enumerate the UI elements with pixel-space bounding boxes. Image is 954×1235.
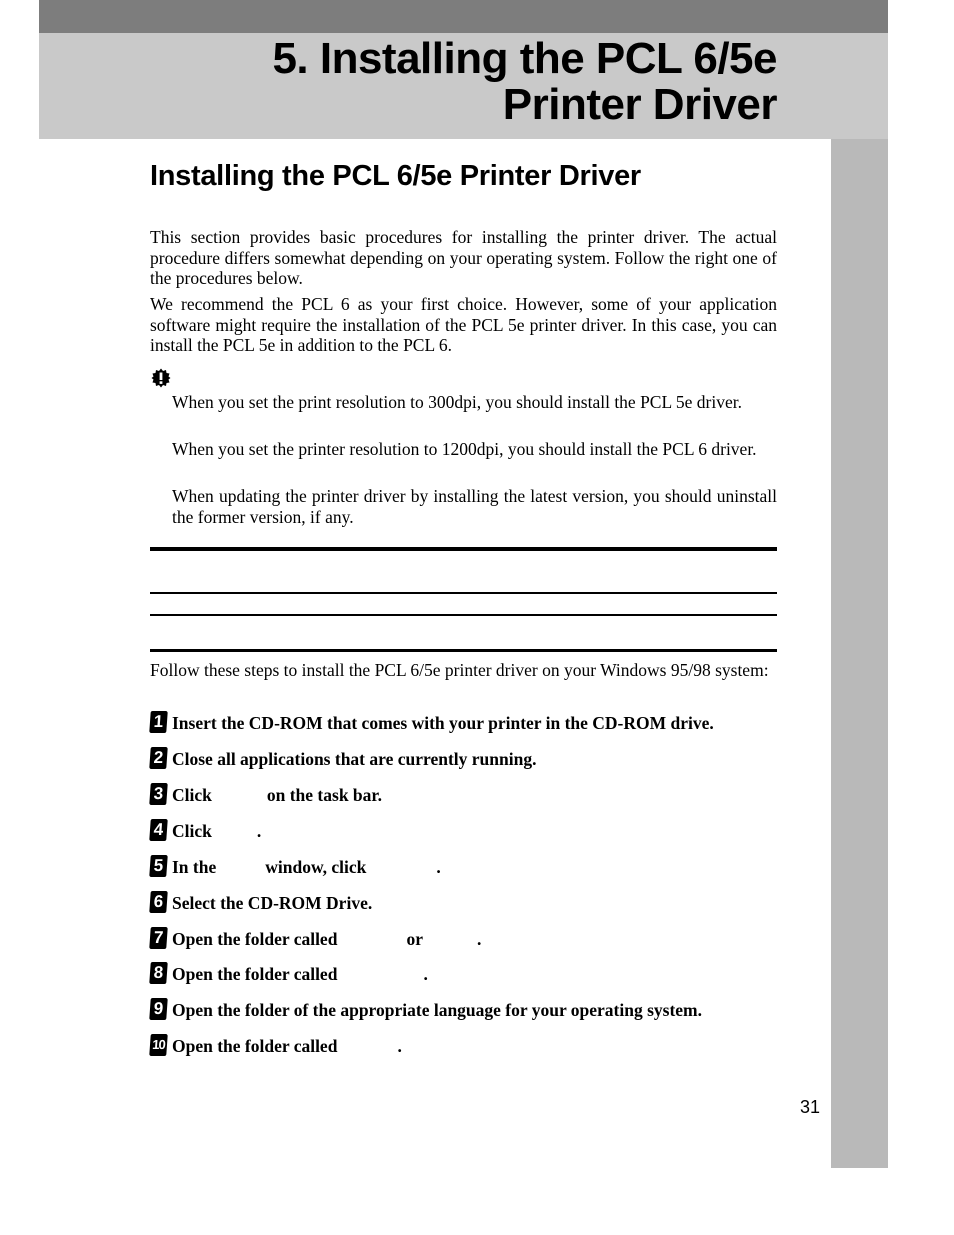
step-8 xyxy=(150,962,790,986)
section-rule xyxy=(150,614,777,616)
section-rule-heavy xyxy=(150,547,777,551)
step-number: 7 xyxy=(149,927,168,949)
step-number: 10 xyxy=(149,1034,168,1056)
step-10 xyxy=(150,1034,790,1058)
step-number: 3 xyxy=(149,783,168,805)
step-number: 4 xyxy=(149,819,168,841)
step-number: 5 xyxy=(149,855,168,877)
chapter-title xyxy=(272,36,777,128)
step-5 xyxy=(150,855,790,879)
step-text: In the window, click . xyxy=(172,857,441,877)
important-item: When you set the print resolution to 300dpi, you should install the PCL 5e driver. xyxy=(172,392,742,412)
step-text: Select the CD-ROM Drive. xyxy=(172,893,373,913)
chapter-title-line-1: 5. Installing the PCL 6/5e xyxy=(272,34,777,83)
important-item: When updating the printer driver by installing the latest version, you should uninstall the former version, if any. xyxy=(172,486,777,527)
important-item: When you set the printer resolution to 1200dpi, you should install the PCL 6 driver. xyxy=(172,439,757,459)
page-number: 31 xyxy=(800,1097,821,1117)
step-number: 1 xyxy=(149,711,168,733)
step-4 xyxy=(150,819,790,843)
side-thumb-bar xyxy=(831,139,888,1168)
step-text: Open the folder called or . xyxy=(172,929,482,949)
section-title: Installing the PCL 6/5e Printer Driver xyxy=(150,160,641,192)
step-7 xyxy=(150,927,790,951)
intro-paragraph-1: This section provides basic procedures for installing the printer driver. The actual procedure differs somewhat depending on your operating system. Follow the right one of the procedures below. xyxy=(150,227,777,288)
section-rule-heavy xyxy=(150,649,777,652)
step-number: 2 xyxy=(149,747,168,769)
step-9 xyxy=(150,998,790,1022)
step-3 xyxy=(150,783,790,807)
step-text: Insert the CD-ROM that comes with your printer in the CD-ROM drive. xyxy=(172,713,714,733)
step-text: Open the folder called . xyxy=(172,1036,402,1056)
step-text: Open the folder called . xyxy=(172,964,428,984)
section-rule xyxy=(150,592,777,594)
step-text: Click . xyxy=(172,821,262,841)
step-number: 8 xyxy=(149,962,168,984)
header-strip xyxy=(39,0,888,33)
step-text: Open the folder of the appropriate language for your operating system. xyxy=(172,1000,703,1020)
chapter-title-line-2: Printer Driver xyxy=(502,80,777,129)
step-text: Click on the task bar. xyxy=(172,785,382,805)
important-icon xyxy=(151,368,171,388)
step-6 xyxy=(150,891,790,915)
step-2 xyxy=(150,747,790,771)
step-1 xyxy=(150,711,790,735)
step-number: 9 xyxy=(149,998,168,1020)
step-text: Close all applications that are currently running. xyxy=(172,749,537,769)
step-number: 6 xyxy=(149,891,168,913)
intro-paragraph-2: We recommend the PCL 6 as your first choice. However, some of your application software might require the installation of the PCL 5e printer driver. In this case, you can install the PCL 5e in addition to the PCL 6. xyxy=(150,294,777,355)
procedure-intro: Follow these steps to install the PCL 6/5e printer driver on your Windows 95/98 system: xyxy=(150,660,769,680)
